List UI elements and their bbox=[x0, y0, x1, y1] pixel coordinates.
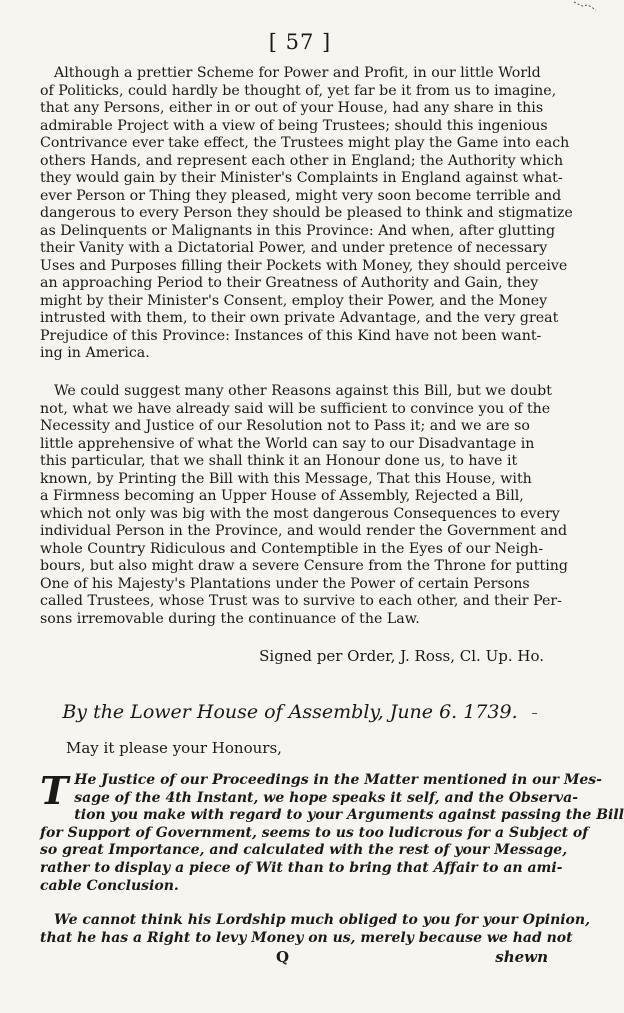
text-line: ing in America. bbox=[40, 345, 150, 361]
heading-mark: – bbox=[531, 706, 538, 720]
text-line: rather to display a piece of Wit than to bring that Affair to an ami- bbox=[40, 859, 563, 876]
text-line: individual Person in the Province, and would render the Government and bbox=[40, 523, 568, 539]
text-line: Contrivance ever take effect, the Trustees might play the Game into each bbox=[40, 135, 570, 151]
catchword: shewn bbox=[495, 948, 548, 966]
text-line: dangerous to every Person they should be pleased to think and stigmatize bbox=[40, 205, 573, 221]
text-line: a Firmness becoming an Upper House of Assembly, Rejected a Bill, bbox=[40, 488, 524, 504]
text-line: whole Country Ridiculous and Contemptible in the Eyes of our Neigh- bbox=[40, 540, 544, 557]
signature-line: Signed per Order, J. Ross, Cl. Up. Ho. bbox=[259, 647, 544, 665]
text-line: their Vanity with a Dictatorial Power, and under pretence of necessary bbox=[40, 240, 548, 256]
text-line: Although a prettier Scheme for Power and Profit, in our little World bbox=[54, 65, 541, 81]
text-line: We cannot think his Lordship much obliged to you for your Opinion, bbox=[54, 912, 590, 928]
paragraph-3 bbox=[40, 768, 624, 895]
text-line: sage of the 4th Instant, we hope speaks it self, and the Observa- bbox=[74, 789, 579, 806]
heading-text: By the Lower House of Assembly, June 6. 1739. bbox=[62, 701, 518, 723]
text-line: Uses and Purposes filling their Pockets with Money, they should perceive bbox=[40, 257, 568, 274]
text-line: Prejudice of this Province: Instances of this Kind have not been want- bbox=[40, 327, 542, 344]
text-line: ever Person or Thing they pleased, might very soon become terrible and bbox=[40, 187, 562, 204]
text-line: which not only was big with the most dangerous Consequences to every bbox=[40, 505, 560, 522]
text-line: that he has a Right to levy Money on us, merely because we had not bbox=[40, 929, 573, 946]
text-line: that any Persons, either in or out of your House, had any share in this bbox=[40, 100, 544, 116]
text-line: One of his Majesty's Plantations under the Power of certain Persons bbox=[40, 575, 530, 592]
text-line: He Justice of our Proceedings in the Matter mentioned in our Mes- bbox=[74, 772, 602, 788]
text-line: sons irremovable during the continuance of the Law. bbox=[40, 610, 420, 627]
text-line: others Hands, and represent each other in England; the Authority which bbox=[40, 152, 564, 169]
section-heading bbox=[0, 701, 600, 723]
text-line: We could suggest many other Reasons against this Bill, but we doubt bbox=[54, 383, 552, 399]
paragraph-4 bbox=[40, 912, 590, 947]
text-line: intrusted with them, to their own private Advantage, and the very great bbox=[40, 310, 559, 326]
text-line: not, what we have already said will be sufficient to convince you of the bbox=[40, 400, 551, 417]
text-line: Necessity and Justice of our Resolution not to Pass it; and we are so bbox=[40, 418, 530, 434]
text-line: little apprehensive of what the World can say to our Disadvantage in bbox=[40, 435, 535, 452]
paragraph-2 bbox=[40, 383, 568, 628]
text-line: so great Importance, and calculated with the rest of your Message, bbox=[40, 842, 568, 859]
page-footer bbox=[0, 948, 600, 970]
paragraph-1 bbox=[40, 65, 573, 363]
page-number: [ 57 ] bbox=[268, 30, 332, 54]
text-line: might by their Minister's Consent, employ their Power, and the Money bbox=[40, 292, 548, 309]
text-line: they would gain by their Minister's Complaints in England against what- bbox=[40, 170, 563, 186]
salutation: May it please your Honours, bbox=[66, 739, 282, 757]
text-line: called Trustees, whose Trust was to survive to each other, and their Per- bbox=[40, 593, 562, 609]
text-line: tion you make with regard to your Arguments against passing the Bill bbox=[74, 807, 624, 824]
text-line: known, by Printing the Bill with this Message, That this House, with bbox=[40, 470, 532, 487]
signature-mark: Q bbox=[276, 948, 290, 966]
drop-cap: T bbox=[40, 768, 69, 813]
text-line: bours, but also might draw a severe Censure from the Throne for putting bbox=[40, 558, 568, 574]
text-line: admirable Project with a view of being Trustees; should this ingenious bbox=[40, 117, 548, 134]
text-line: as Delinquents or Malignants in this Province: And when, after glutting bbox=[40, 222, 556, 239]
text-line: cable Conclusion. bbox=[40, 877, 179, 894]
text-line: for Support of Government, seems to us too ludicrous for a Subject of bbox=[40, 824, 589, 841]
text-line: of Politicks, could hardly be thought of, yet far be it from us to imagine, bbox=[40, 82, 557, 99]
text-line: this particular, that we shall think it an Honour done us, to have it bbox=[40, 453, 518, 469]
page-corner-mark bbox=[570, 0, 600, 14]
text-line: an approaching Period to their Greatness of Authority and Gain, they bbox=[40, 275, 539, 291]
